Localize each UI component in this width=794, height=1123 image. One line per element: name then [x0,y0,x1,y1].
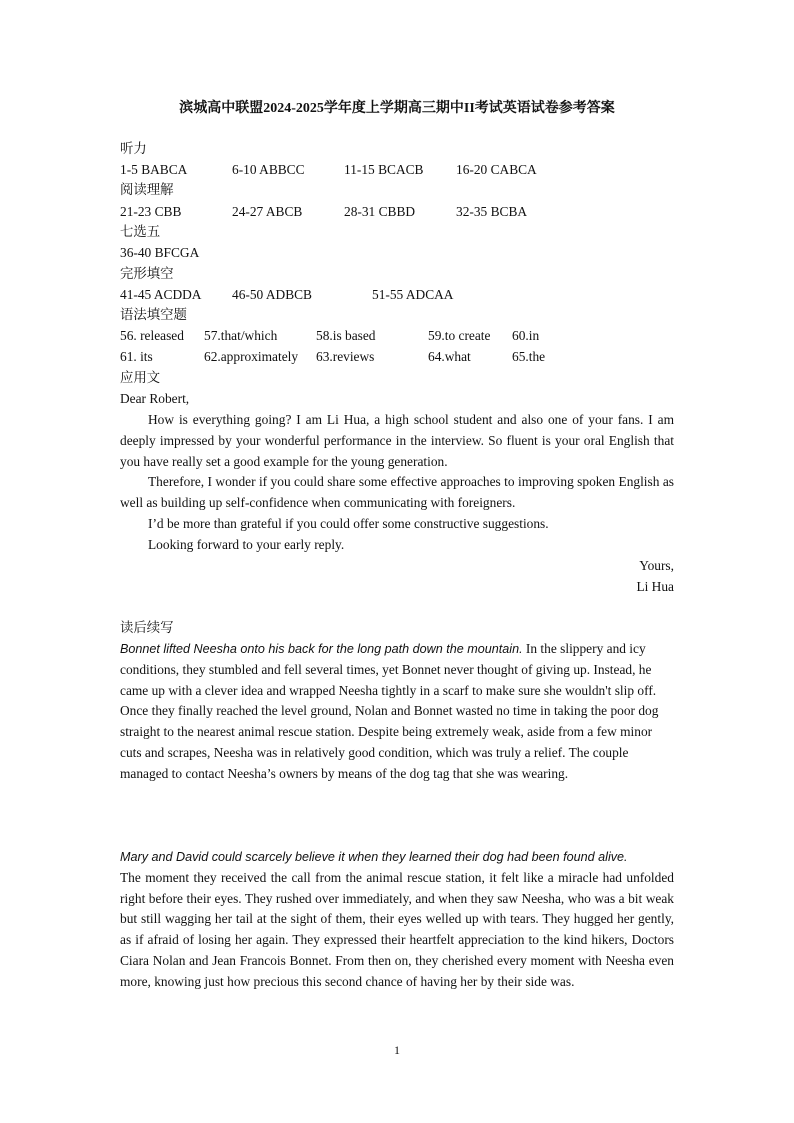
letter-closing: Yours, [639,558,674,573]
continuation-heading: 读后续写 [120,620,174,635]
answer-group: 32-35 BCBA [456,204,528,219]
paragraph-body: In the slippery and icy conditions, they stumbled and fell several times, yet Bonnet never thought of giving up. Instead, he came up with a clever idea and wrapped Neesha tightly in a scarf to make sure she wouldn't slip off. Once they finally reached the level ground, Nolan and Bonnet wasted no time in taking the poor dog straight to the nearest animal rescue station. Despite being extremely weak, aside from a few minor cuts and scrapes, Neesha was in relatively good condition, which was truly a relief. The couple managed to contact Neesha’s owners by means of the dog tag that she was wearing. [120,641,659,781]
grammar-answer: 59.to create [428,328,491,343]
cloze-answers [120,285,680,305]
application-heading: 应用文 [120,370,161,385]
grammar-answer: 62.approximately [204,349,299,364]
grammar-answer: 65.the [512,349,546,364]
answer-group: 16-20 CABCA [456,162,537,177]
grammar-answer: 58.is based [316,328,376,343]
seven-five-heading: 七选五 [120,224,161,239]
grammar-answer: 64.what [428,349,471,364]
grammar-answer: 60.in [512,328,540,343]
listening-heading: 听力 [120,141,147,156]
letter-paragraph: Looking forward to your early reply. [148,537,345,552]
answer-group: 6-10 ABBCC [232,162,305,177]
given-opening-sentence: Mary and David could scarcely believe it when they learned their dog had been found alive. [120,850,628,864]
answer-group: 41-45 ACDDA [120,287,202,302]
letter-paragraph: How is everything going? I am Li Hua, a high school student and also one of your fans. I am deeply impressed by your wonderful performance in the interview. So fluent is your oral English that you have really set a good example for the young generation. [120,412,674,469]
grammar-answer: 63.reviews [316,349,375,364]
continuation-paragraph-2 [120,847,674,993]
grammar-answer: 61. its [120,349,153,364]
grammar-row-2 [120,347,680,367]
grammar-answer: 56. released [120,328,184,343]
reading-answers [120,202,680,222]
reading-heading: 阅读理解 [120,182,174,197]
letter-signature: Li Hua [636,579,674,594]
letter-salutation: Dear Robert, [120,391,190,406]
letter-paragraph: I’d be more than grateful if you could offer some constructive suggestions. [148,516,549,531]
paragraph-body: The moment they received the call from the animal rescue station, it felt like a miracle had unfolded right before their eyes. They rushed over immediately, and when they saw Neesha, who was a bit weak but still wagging her tail at the sight of them, their eyes welled up with tears. They hugged her gently, as if afraid of losing her again. They expressed their heartfelt appreciation to the kind hikers, Doctors Ciara Nolan and Jean Francois Bonnet. From then on, they cherished every moment with Neesha even more, knowing just how precious this second chance of having her by their side was. [120,869,674,989]
page-number: 1 [394,1043,400,1057]
answer-group: 11-15 BCACB [344,162,424,177]
grammar-heading: 语法填空题 [120,307,187,322]
letter-paragraph: Therefore, I wonder if you could share some effective approaches to improving spoken English as well as building up self-confidence when communicating with foreigners. [120,474,674,510]
given-opening-sentence: Bonnet lifted Neesha onto his back for the long path down the mountain. [120,642,523,656]
listening-answers [120,160,680,180]
grammar-row-1 [120,326,680,346]
answer-group: 46-50 ADBCB [232,287,312,302]
answer-group: 51-55 ADCAA [372,287,454,302]
answer-group: 24-27 ABCB [232,204,303,219]
answer-group: 21-23 CBB [120,204,182,219]
page-title: 滨城高中联盟2024-2025学年度上学期高三期中II考试英语试卷参考答案 [179,101,615,116]
continuation-paragraph-1 [120,639,665,785]
cloze-heading: 完形填空 [120,266,174,281]
grammar-answer: 57.that/which [204,328,278,343]
seven-five-answers: 36-40 BFCGA [120,245,200,260]
answer-group: 28-31 CBBD [344,204,416,219]
answer-group: 1-5 BABCA [120,162,188,177]
